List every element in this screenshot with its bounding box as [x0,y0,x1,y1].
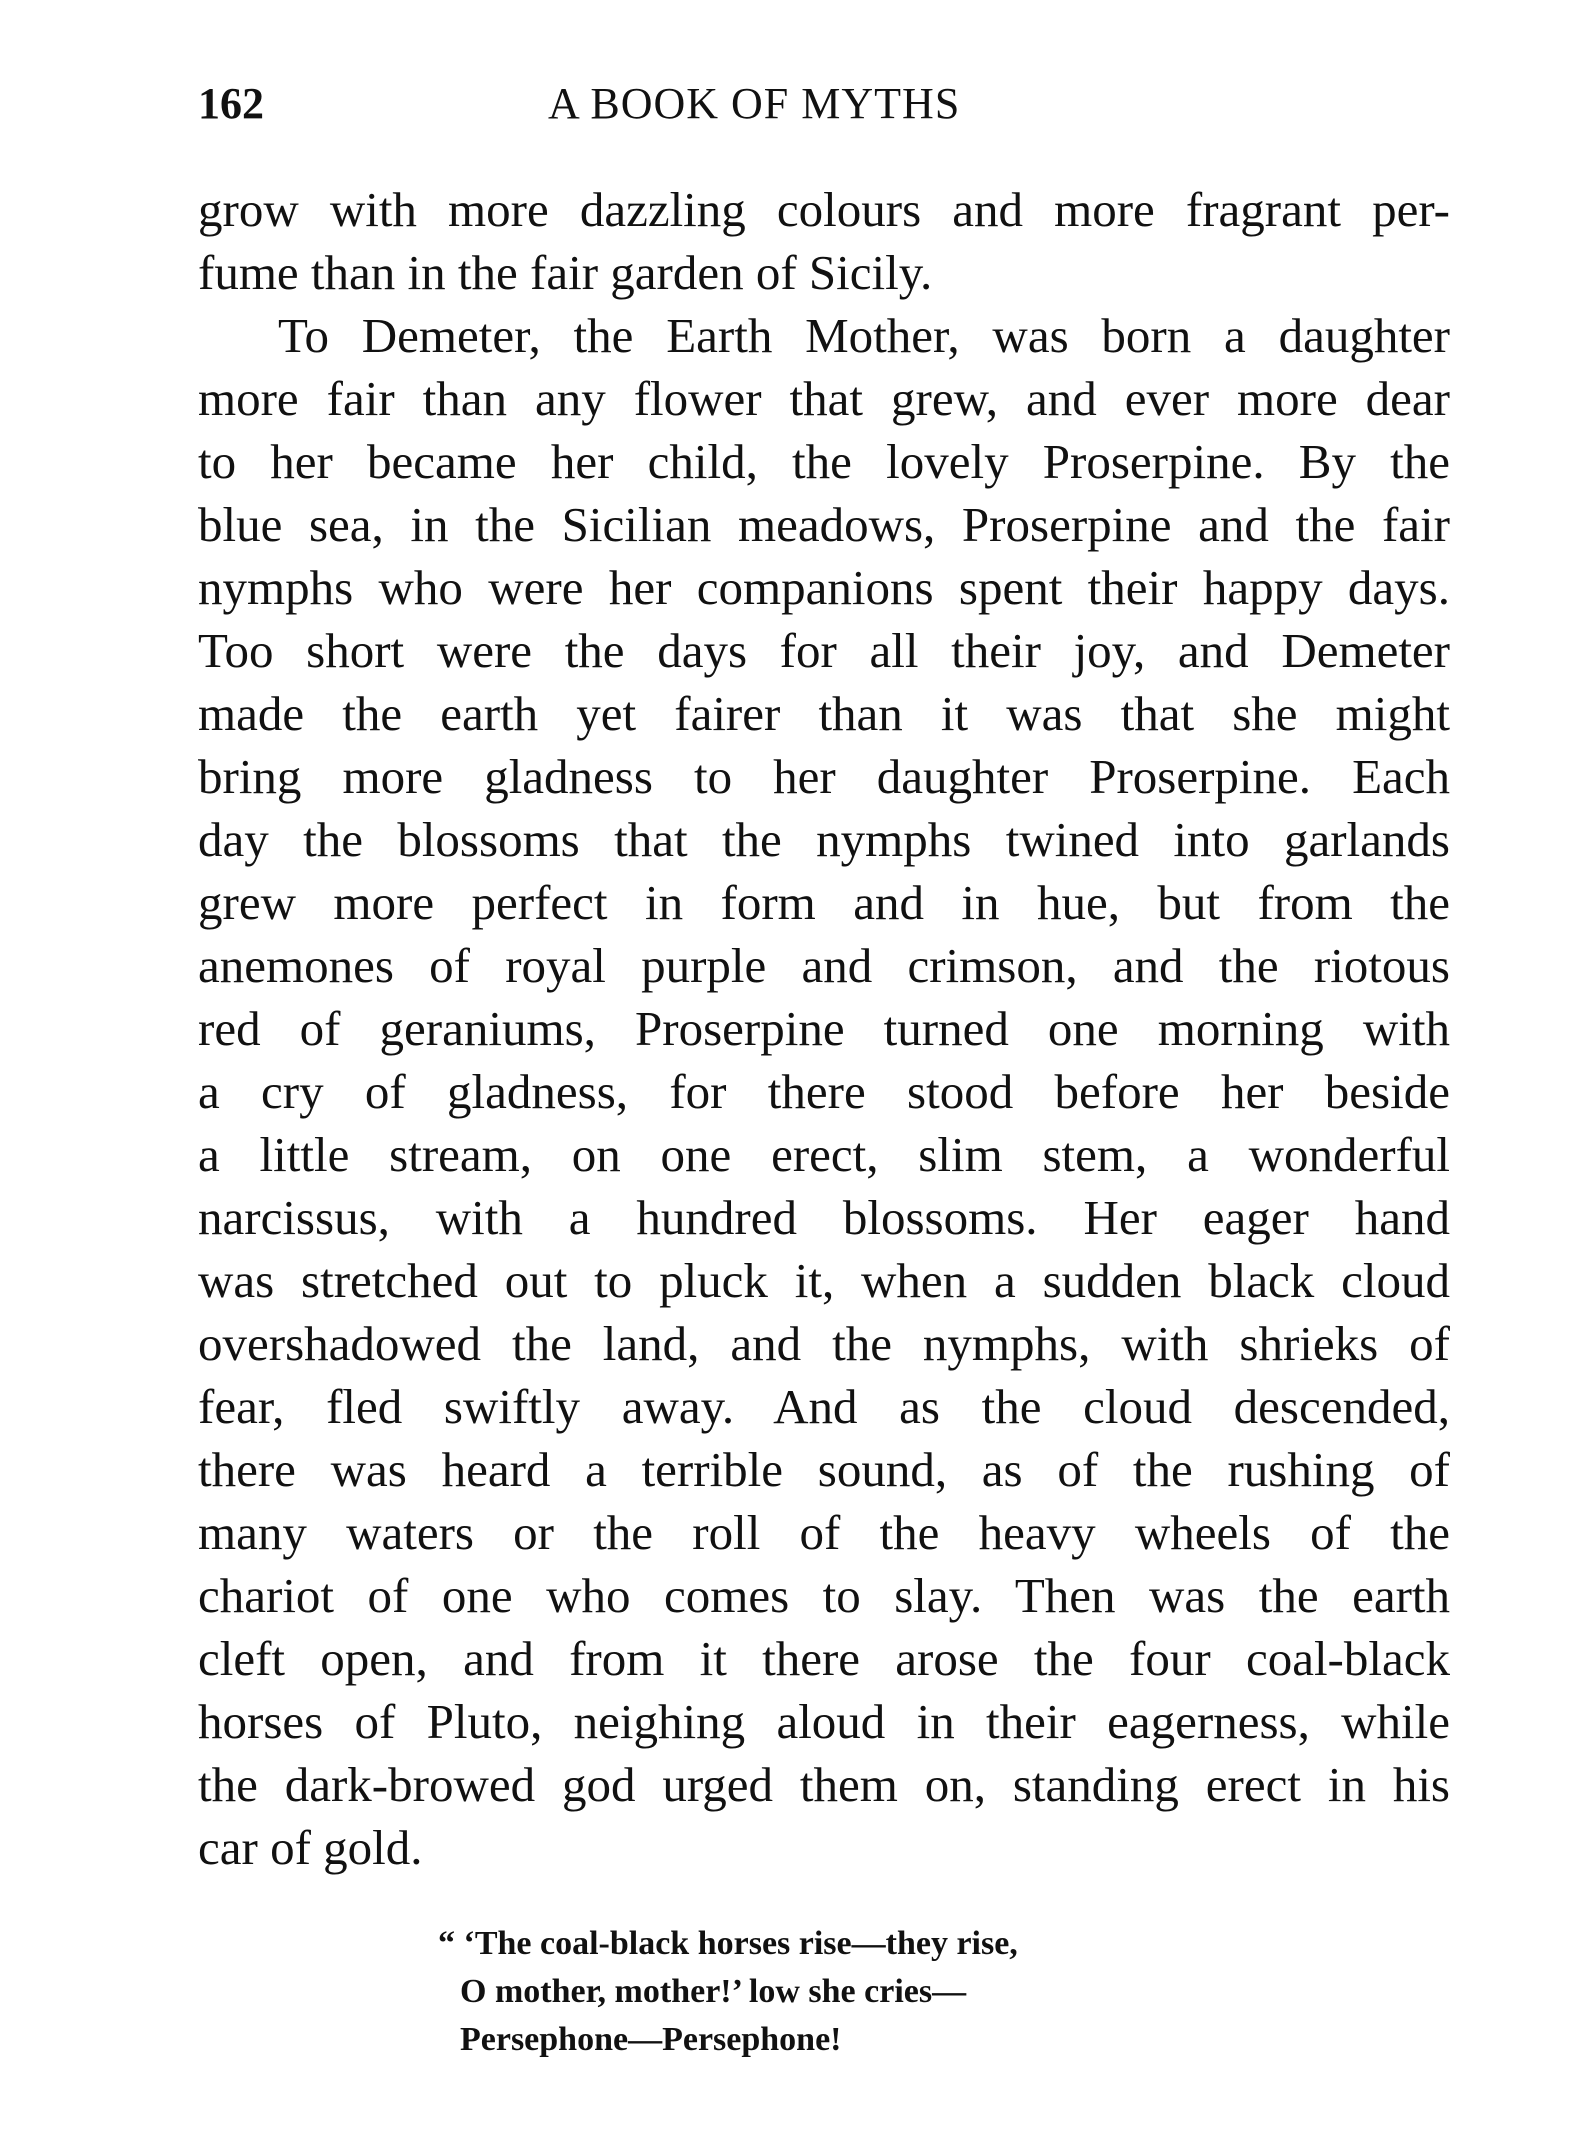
text-line: car of gold. [198,1820,423,1875]
verse-line: Persephone—Persephone! [460,2021,842,2058]
text-line: chariot of one who comes to slay. Then was the earth [198,1568,1450,1623]
verse-quotation [438,1920,1198,2064]
text-line: nymphs who were her companions spent their happy days. [198,560,1450,615]
text-line: To Demeter, the Earth Mother, was born a daughter [278,308,1450,363]
text-line: to her became her child, the lovely Proserpine. By the [198,434,1450,489]
text-line: a little stream, on one erect, slim stem, a wonderful [198,1127,1450,1182]
running-title: A BOOK OF MYTHS [548,79,961,128]
text-line: blue sea, in the Sicilian meadows, Proserpine and the fair [198,497,1450,552]
text-line: there was heard a terrible sound, as of the rushing of [198,1442,1450,1497]
text-line: day the blossoms that the nymphs twined into garlands [198,812,1450,867]
text-line: more fair than any flower that grew, and ever more dear [198,371,1450,426]
text-line: fume than in the fair garden of Sicily. [198,245,933,300]
verse-line: O mother, mother!’ low she cries— [460,1973,967,2010]
verse-line: “ ‘The coal-black horses rise—they rise, [438,1925,1018,1962]
text-line: many waters or the roll of the heavy wheels of the [198,1505,1450,1560]
text-line: horses of Pluto, neighing aloud in their eagerness, while [198,1694,1450,1749]
text-line: Too short were the days for all their joy, and Demeter [198,623,1450,678]
text-line: red of geraniums, Proserpine turned one morning with [198,1001,1450,1056]
page-number: 162 [198,79,264,128]
text-line: fear, fled swiftly away. And as the cloud descended, [198,1379,1450,1434]
text-line: grow with more dazzling colours and more fragrant per- [198,182,1450,237]
text-line: grew more perfect in form and in hue, but from the [198,875,1450,930]
text-line: a cry of gladness, for there stood before her beside [198,1064,1450,1119]
text-line: cleft open, and from it there arose the four coal-black [198,1631,1450,1686]
text-line: made the earth yet fairer than it was that she might [198,686,1450,741]
running-header [198,78,1448,138]
body-text [198,178,1450,1879]
text-line: the dark-browed god urged them on, standing erect in his [198,1757,1450,1812]
text-line: anemones of royal purple and crimson, and the riotous [198,938,1450,993]
text-line: was stretched out to pluck it, when a sudden black cloud [198,1253,1450,1308]
text-line: bring more gladness to her daughter Proserpine. Each [198,749,1450,804]
text-line: overshadowed the land, and the nymphs, with shrieks of [198,1316,1450,1371]
text-line: narcissus, with a hundred blossoms. Her eager hand [198,1190,1450,1245]
